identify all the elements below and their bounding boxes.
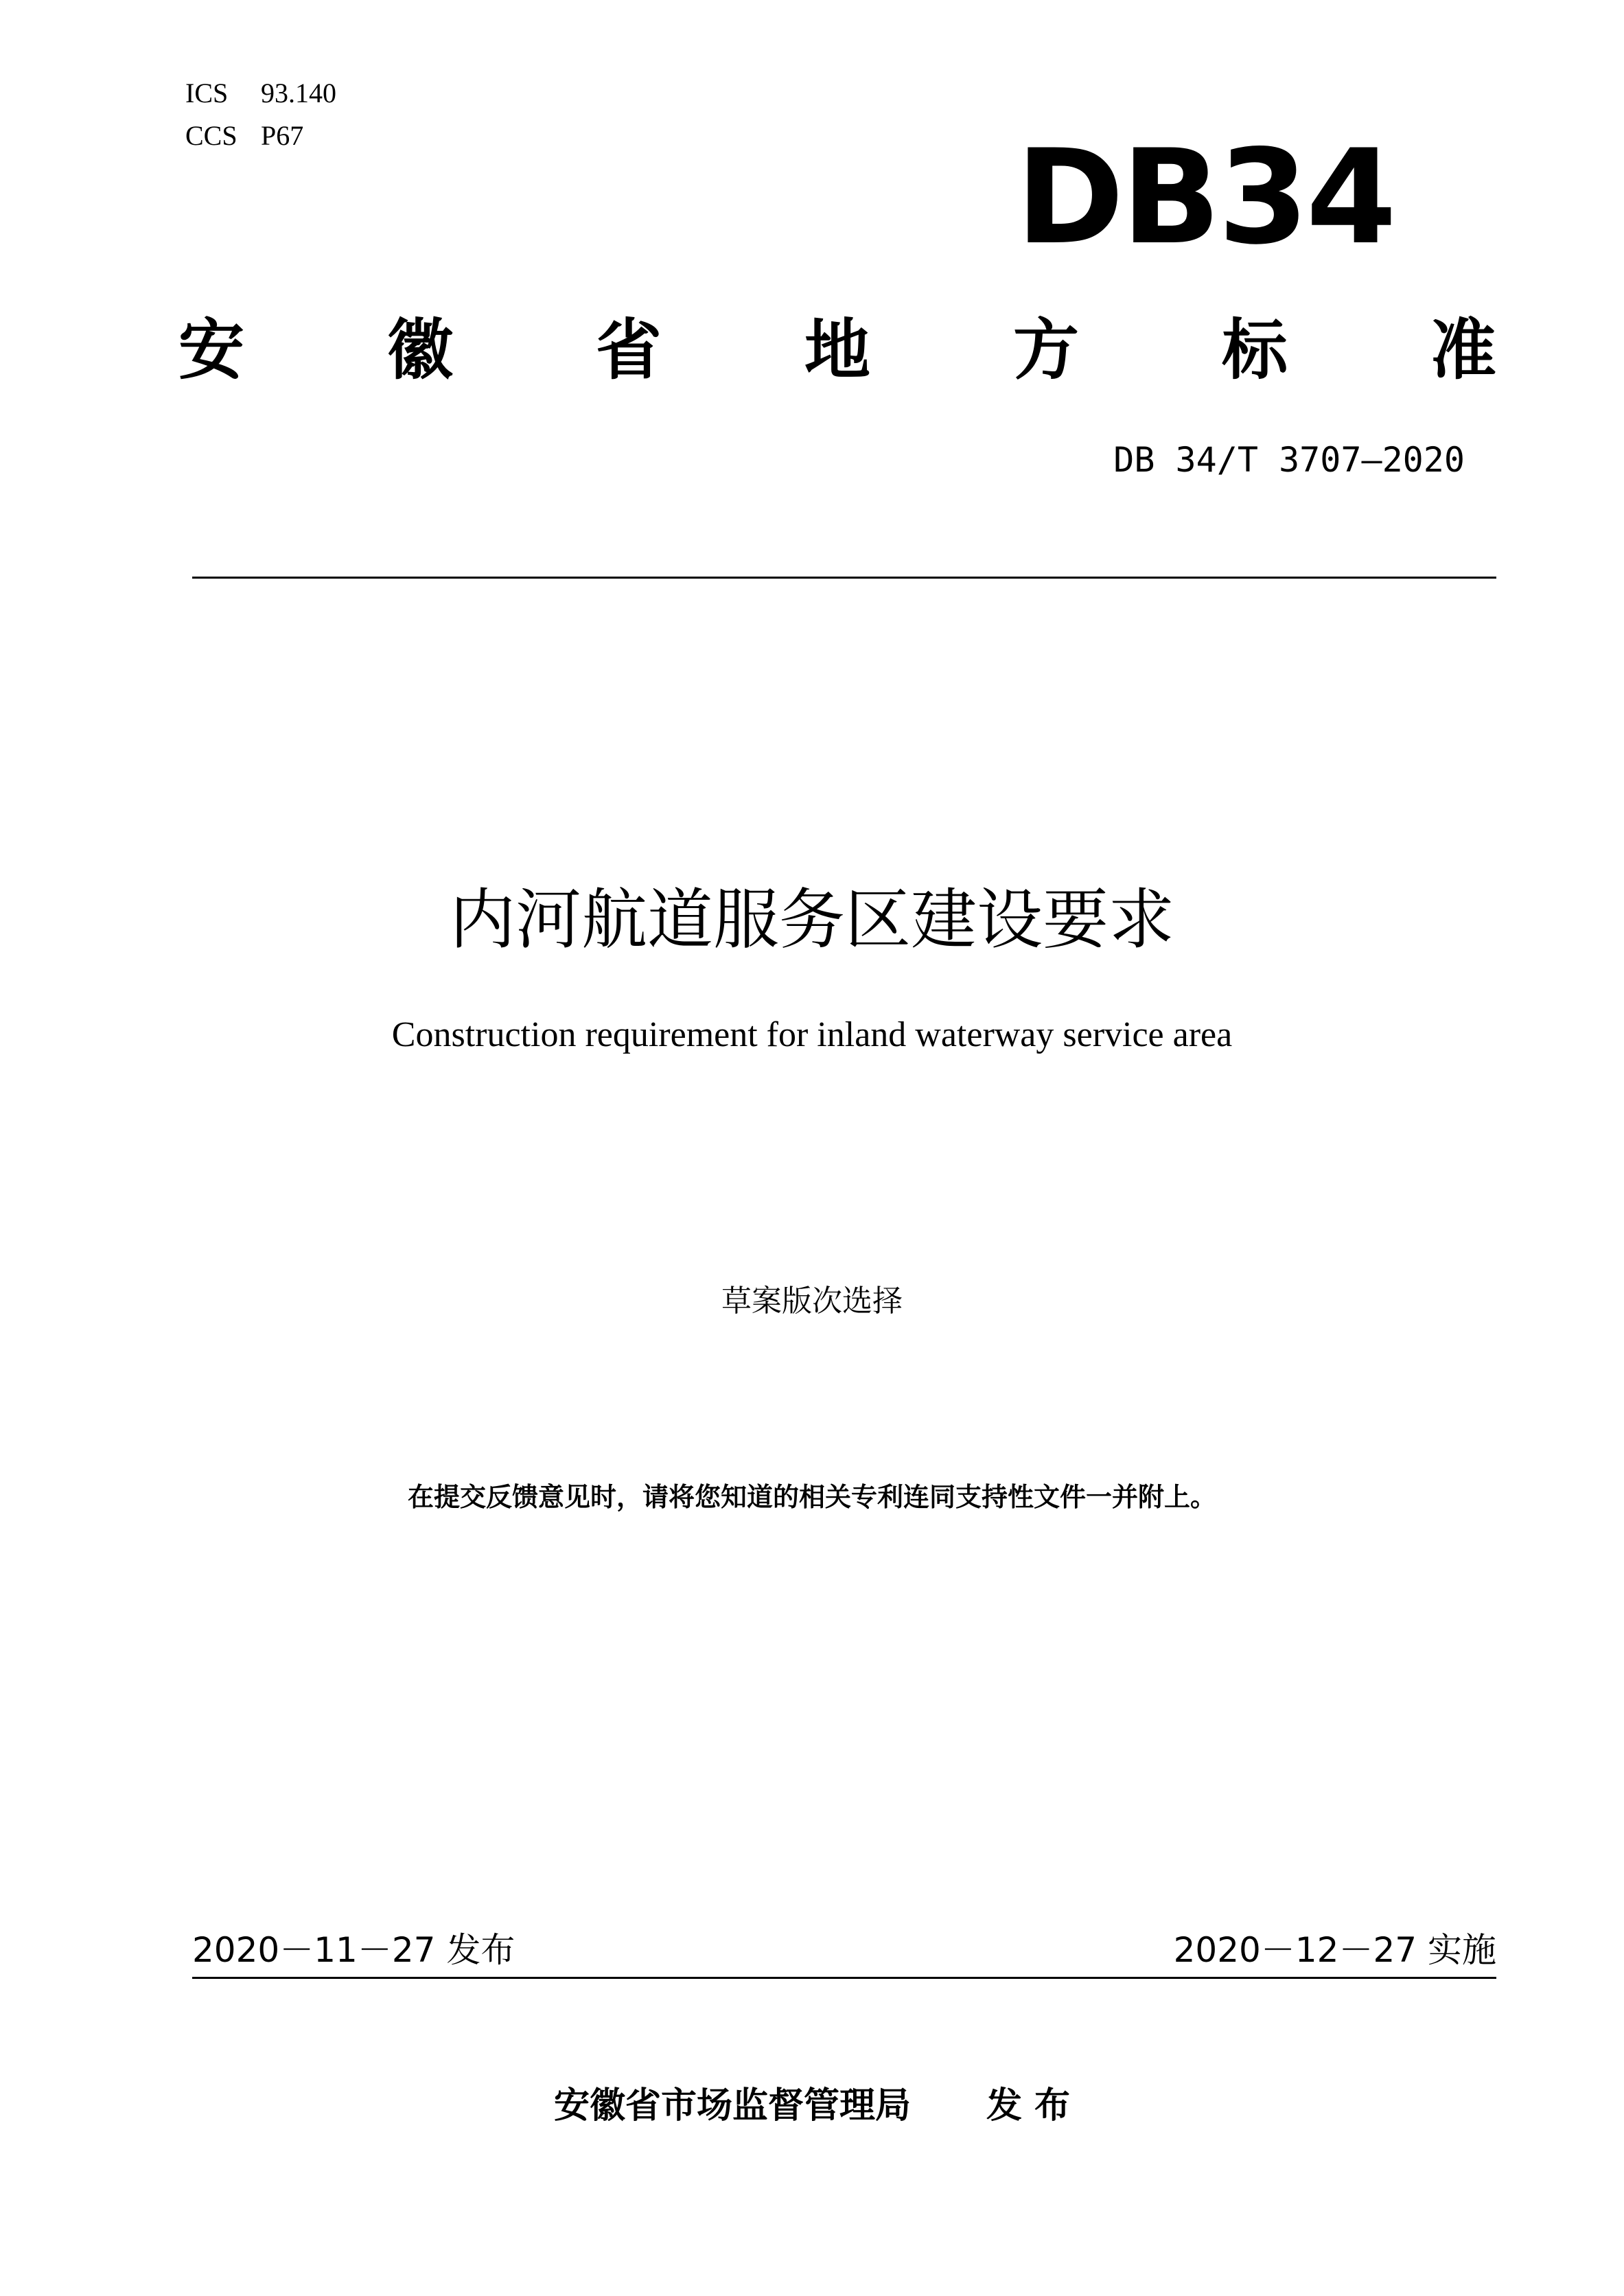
title-english: Construction requirement for inland waterway service area [391, 1015, 1233, 1054]
issue-date: 2020－11－27 发布 [192, 1930, 515, 1970]
draft-version-note: 草案版次选择 [721, 1284, 903, 1319]
authority-title-char: 徽 [387, 312, 453, 389]
header-divider [192, 577, 1496, 579]
authority-title-char: 方 [1013, 312, 1079, 389]
implementation-date: 2020－12－27 实施 [1173, 1930, 1496, 1970]
date-divider [192, 1977, 1496, 1979]
patent-notice: 在提交反馈意见时，请将您知道的相关专利连同支持性文件一并附上。 [407, 1482, 1216, 1512]
authority-title-char: 标 [1222, 312, 1288, 389]
publisher-name: 安徽省市场监督管理局 [553, 2085, 911, 2126]
ics-value: 93.140 [261, 78, 336, 108]
ccs-label: CCS [185, 120, 237, 151]
publisher-action: 发 布 [986, 2085, 1071, 2126]
authority-title-char: 安 [178, 312, 244, 389]
publisher [0, 2083, 1624, 2129]
db34-logo: DB34 [1016, 121, 1394, 273]
ccs-classification [185, 119, 303, 152]
authority-title [178, 312, 1496, 388]
authority-title-char: 省 [596, 312, 662, 389]
standard-number: DB 34/T 3707—2020 [1113, 440, 1465, 480]
authority-title-char: 地 [804, 312, 870, 389]
title-chinese: 内河航道服务区建设要求 [450, 881, 1174, 958]
ics-classification [185, 77, 336, 110]
ccs-value: P67 [261, 120, 304, 151]
authority-title-char: 准 [1430, 312, 1496, 389]
ics-label: ICS [185, 78, 229, 108]
